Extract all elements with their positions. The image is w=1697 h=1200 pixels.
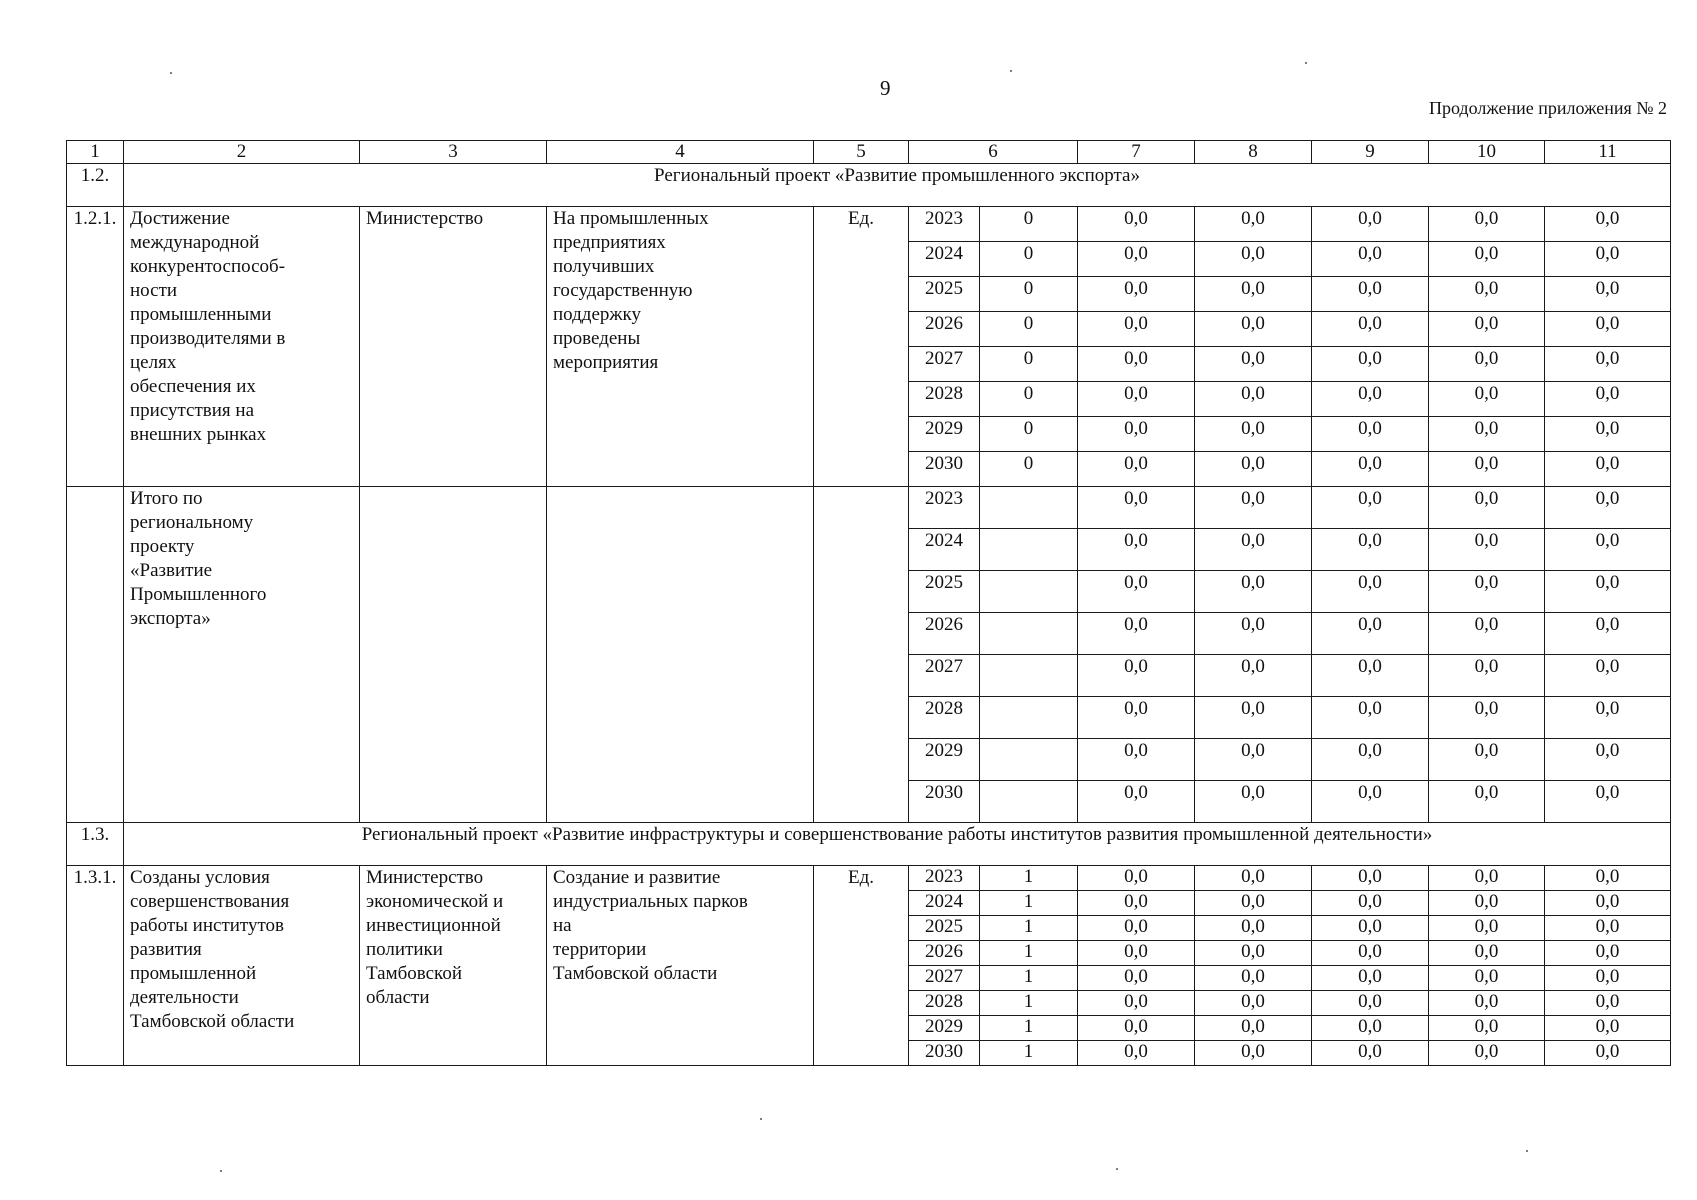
- value-cell-c7: 0,0: [1078, 739, 1195, 781]
- value-cell-c6: 0: [980, 242, 1078, 277]
- value-cell-c9: 0,0: [1312, 382, 1429, 417]
- value-cell-c6: [980, 655, 1078, 697]
- column-number: 4: [547, 141, 814, 164]
- value-cell-c7: 0,0: [1078, 529, 1195, 571]
- value-cell-c9: 0,0: [1312, 891, 1429, 916]
- value-cell-c6: 0: [980, 277, 1078, 312]
- value-cell-c7: 0,0: [1078, 242, 1195, 277]
- item-name: Достижение международной конкурентоспособ- ности промышленными производителями в целях обеспечения их присутствия на внешних рынках: [124, 207, 360, 487]
- value-cell-c7: 0,0: [1078, 312, 1195, 347]
- value-cell-c11: 0,0: [1545, 529, 1671, 571]
- continuation-label: Продолжение приложения № 2: [1428, 98, 1667, 118]
- value-cell-c11: 0,0: [1545, 739, 1671, 781]
- year-cell: 2026: [909, 941, 980, 966]
- value-cell-c9: 0,0: [1312, 277, 1429, 312]
- year-cell: 2024: [909, 529, 980, 571]
- responsible-executor: Министерство: [360, 207, 547, 487]
- value-cell-c10: 0,0: [1429, 417, 1545, 452]
- value-cell-c7: 0,0: [1078, 417, 1195, 452]
- year-cell: 2030: [909, 781, 980, 823]
- year-cell: 2030: [909, 452, 980, 487]
- column-number: 2: [124, 141, 360, 164]
- value-cell-c10: 0,0: [1429, 382, 1545, 417]
- value-cell-c11: 0,0: [1545, 941, 1671, 966]
- column-number: 3: [360, 141, 547, 164]
- value-cell-c10: 0,0: [1429, 487, 1545, 529]
- value-cell-c9: 0,0: [1312, 697, 1429, 739]
- year-row: [67, 487, 1671, 529]
- value-cell-c9: 0,0: [1312, 347, 1429, 382]
- value-cell-c8: 0,0: [1195, 242, 1312, 277]
- value-cell-c8: 0,0: [1195, 866, 1312, 891]
- value-cell-c10: 0,0: [1429, 866, 1545, 891]
- value-cell-c10: 0,0: [1429, 697, 1545, 739]
- value-cell-c6: 0: [980, 452, 1078, 487]
- year-cell: 2029: [909, 1016, 980, 1041]
- value-cell-c10: 0,0: [1429, 781, 1545, 823]
- value-cell-c7: 0,0: [1078, 866, 1195, 891]
- value-cell-c10: 0,0: [1429, 571, 1545, 613]
- year-cell: 2027: [909, 966, 980, 991]
- value-cell-c6: [980, 697, 1078, 739]
- value-cell-c9: 0,0: [1312, 781, 1429, 823]
- value-cell-c10: 0,0: [1429, 312, 1545, 347]
- year-cell: 2023: [909, 487, 980, 529]
- year-cell: 2029: [909, 417, 980, 452]
- value-cell-c9: 0,0: [1312, 613, 1429, 655]
- value-cell-c11: 0,0: [1545, 1016, 1671, 1041]
- value-cell-c8: 0,0: [1195, 207, 1312, 242]
- value-cell-c10: 0,0: [1429, 452, 1545, 487]
- unit-of-measure: Ед.: [814, 866, 909, 1066]
- item-number: [67, 487, 124, 823]
- value-cell-c8: 0,0: [1195, 312, 1312, 347]
- value-cell-c6: [980, 613, 1078, 655]
- column-number: 11: [1545, 141, 1671, 164]
- value-cell-c8: 0,0: [1195, 655, 1312, 697]
- item-name: Созданы условия совершенствования работы институтов развития промышленной деятельности Тамбовской области: [124, 866, 360, 1066]
- value-cell-c10: 0,0: [1429, 347, 1545, 382]
- value-cell-c7: 0,0: [1078, 347, 1195, 382]
- value-cell-c7: 0,0: [1078, 941, 1195, 966]
- value-cell-c8: 0,0: [1195, 966, 1312, 991]
- value-cell-c8: 0,0: [1195, 417, 1312, 452]
- value-cell-c11: 0,0: [1545, 916, 1671, 941]
- year-row: [67, 207, 1671, 242]
- expected-result: Создание и развитие индустриальных парков на территории Тамбовской области: [547, 866, 814, 1066]
- value-cell-c9: 0,0: [1312, 487, 1429, 529]
- value-cell-c8: 0,0: [1195, 613, 1312, 655]
- value-cell-c6: [980, 487, 1078, 529]
- value-cell-c9: 0,0: [1312, 991, 1429, 1016]
- responsible-executor: [360, 487, 547, 823]
- value-cell-c6: [980, 529, 1078, 571]
- value-cell-c10: 0,0: [1429, 891, 1545, 916]
- value-cell-c7: 0,0: [1078, 613, 1195, 655]
- value-cell-c11: 0,0: [1545, 891, 1671, 916]
- scan-speck: [220, 1170, 222, 1172]
- value-cell-c10: 0,0: [1429, 613, 1545, 655]
- year-cell: 2028: [909, 697, 980, 739]
- value-cell-c9: 0,0: [1312, 739, 1429, 781]
- year-cell: 2024: [909, 891, 980, 916]
- value-cell-c6: 1: [980, 941, 1078, 966]
- scan-speck: [1116, 1168, 1118, 1170]
- value-cell-c6: 1: [980, 1041, 1078, 1066]
- value-cell-c9: 0,0: [1312, 242, 1429, 277]
- value-cell-c8: 0,0: [1195, 382, 1312, 417]
- value-cell-c8: 0,0: [1195, 347, 1312, 382]
- scan-speck: [1526, 1150, 1528, 1152]
- expected-result: [547, 487, 814, 823]
- value-cell-c6: 0: [980, 382, 1078, 417]
- value-cell-c9: 0,0: [1312, 966, 1429, 991]
- value-cell-c11: 0,0: [1545, 966, 1671, 991]
- value-cell-c8: 0,0: [1195, 941, 1312, 966]
- year-cell: 2023: [909, 207, 980, 242]
- value-cell-c6: 1: [980, 1016, 1078, 1041]
- value-cell-c7: 0,0: [1078, 891, 1195, 916]
- value-cell-c11: 0,0: [1545, 277, 1671, 312]
- value-cell-c8: 0,0: [1195, 1016, 1312, 1041]
- value-cell-c10: 0,0: [1429, 739, 1545, 781]
- value-cell-c7: 0,0: [1078, 655, 1195, 697]
- value-cell-c10: 0,0: [1429, 242, 1545, 277]
- column-number-row: [67, 141, 1671, 164]
- value-cell-c11: 0,0: [1545, 655, 1671, 697]
- value-cell-c6: 1: [980, 866, 1078, 891]
- value-cell-c6: 0: [980, 417, 1078, 452]
- value-cell-c8: 0,0: [1195, 781, 1312, 823]
- value-cell-c11: 0,0: [1545, 242, 1671, 277]
- value-cell-c11: 0,0: [1545, 613, 1671, 655]
- column-number: 8: [1195, 141, 1312, 164]
- year-cell: 2027: [909, 347, 980, 382]
- appendix-table: [66, 140, 1671, 1066]
- year-cell: 2025: [909, 277, 980, 312]
- year-cell: 2024: [909, 242, 980, 277]
- expected-result: На промышленных предприятиях получивших государственную поддержку проведены мероприятия: [547, 207, 814, 487]
- year-cell: 2023: [909, 866, 980, 891]
- value-cell-c9: 0,0: [1312, 529, 1429, 571]
- value-cell-c8: 0,0: [1195, 991, 1312, 1016]
- value-cell-c6: 1: [980, 991, 1078, 1016]
- page-number: 9: [880, 76, 891, 100]
- value-cell-c10: 0,0: [1429, 1016, 1545, 1041]
- value-cell-c6: 0: [980, 312, 1078, 347]
- value-cell-c11: 0,0: [1545, 697, 1671, 739]
- value-cell-c9: 0,0: [1312, 452, 1429, 487]
- value-cell-c8: 0,0: [1195, 452, 1312, 487]
- value-cell-c11: 0,0: [1545, 487, 1671, 529]
- value-cell-c9: 0,0: [1312, 1016, 1429, 1041]
- value-cell-c9: 0,0: [1312, 417, 1429, 452]
- value-cell-c6: [980, 739, 1078, 781]
- value-cell-c7: 0,0: [1078, 781, 1195, 823]
- section-number: 1.2.: [67, 164, 124, 207]
- section-number: 1.3.: [67, 823, 124, 866]
- value-cell-c8: 0,0: [1195, 529, 1312, 571]
- value-cell-c9: 0,0: [1312, 941, 1429, 966]
- scan-speck: [1305, 62, 1307, 64]
- value-cell-c11: 0,0: [1545, 1041, 1671, 1066]
- value-cell-c7: 0,0: [1078, 1041, 1195, 1066]
- column-number: 1: [67, 141, 124, 164]
- value-cell-c9: 0,0: [1312, 207, 1429, 242]
- value-cell-c10: 0,0: [1429, 941, 1545, 966]
- year-cell: 2026: [909, 312, 980, 347]
- item-name: Итого по региональному проекту «Развитие Промышленного экспорта»: [124, 487, 360, 823]
- value-cell-c9: 0,0: [1312, 1041, 1429, 1066]
- year-cell: 2030: [909, 1041, 980, 1066]
- value-cell-c9: 0,0: [1312, 312, 1429, 347]
- value-cell-c11: 0,0: [1545, 382, 1671, 417]
- value-cell-c8: 0,0: [1195, 916, 1312, 941]
- value-cell-c11: 0,0: [1545, 571, 1671, 613]
- value-cell-c9: 0,0: [1312, 655, 1429, 697]
- value-cell-c10: 0,0: [1429, 277, 1545, 312]
- section-row-1-3: [67, 823, 1671, 866]
- value-cell-c7: 0,0: [1078, 991, 1195, 1016]
- year-cell: 2025: [909, 916, 980, 941]
- value-cell-c7: 0,0: [1078, 277, 1195, 312]
- item-number: 1.3.1.: [67, 866, 124, 1066]
- value-cell-c6: 1: [980, 966, 1078, 991]
- value-cell-c7: 0,0: [1078, 916, 1195, 941]
- value-cell-c10: 0,0: [1429, 529, 1545, 571]
- year-row: [67, 866, 1671, 891]
- year-cell: 2029: [909, 739, 980, 781]
- year-cell: 2028: [909, 382, 980, 417]
- value-cell-c11: 0,0: [1545, 207, 1671, 242]
- value-cell-c11: 0,0: [1545, 312, 1671, 347]
- value-cell-c7: 0,0: [1078, 697, 1195, 739]
- value-cell-c7: 0,0: [1078, 382, 1195, 417]
- scan-speck: [1010, 70, 1012, 72]
- responsible-executor: Министерство экономической и инвестиционной политики Тамбовской области: [360, 866, 547, 1066]
- value-cell-c11: 0,0: [1545, 991, 1671, 1016]
- unit-of-measure: [814, 487, 909, 823]
- section-row-1-2: [67, 164, 1671, 207]
- column-number: 6: [909, 141, 1078, 164]
- value-cell-c9: 0,0: [1312, 916, 1429, 941]
- value-cell-c10: 0,0: [1429, 655, 1545, 697]
- column-number: 10: [1429, 141, 1545, 164]
- value-cell-c7: 0,0: [1078, 207, 1195, 242]
- column-number: 5: [814, 141, 909, 164]
- value-cell-c10: 0,0: [1429, 1041, 1545, 1066]
- value-cell-c11: 0,0: [1545, 452, 1671, 487]
- year-cell: 2025: [909, 571, 980, 613]
- value-cell-c11: 0,0: [1545, 347, 1671, 382]
- value-cell-c8: 0,0: [1195, 571, 1312, 613]
- value-cell-c7: 0,0: [1078, 571, 1195, 613]
- section-title: Региональный проект «Развитие инфраструктуры и совершенствование работы институтов развития промышленной деятельности»: [124, 823, 1671, 866]
- value-cell-c6: [980, 781, 1078, 823]
- value-cell-c10: 0,0: [1429, 966, 1545, 991]
- item-number: 1.2.1.: [67, 207, 124, 487]
- value-cell-c11: 0,0: [1545, 866, 1671, 891]
- value-cell-c8: 0,0: [1195, 1041, 1312, 1066]
- value-cell-c6: [980, 571, 1078, 613]
- value-cell-c6: 1: [980, 916, 1078, 941]
- section-title: Региональный проект «Развитие промышленного экспорта»: [124, 164, 1671, 207]
- value-cell-c8: 0,0: [1195, 739, 1312, 781]
- unit-of-measure: Ед.: [814, 207, 909, 487]
- value-cell-c10: 0,0: [1429, 916, 1545, 941]
- value-cell-c7: 0,0: [1078, 966, 1195, 991]
- value-cell-c9: 0,0: [1312, 866, 1429, 891]
- column-number: 9: [1312, 141, 1429, 164]
- value-cell-c9: 0,0: [1312, 571, 1429, 613]
- value-cell-c6: 0: [980, 207, 1078, 242]
- value-cell-c11: 0,0: [1545, 417, 1671, 452]
- value-cell-c8: 0,0: [1195, 277, 1312, 312]
- scan-speck: [170, 72, 172, 74]
- value-cell-c7: 0,0: [1078, 452, 1195, 487]
- value-cell-c11: 0,0: [1545, 781, 1671, 823]
- year-cell: 2026: [909, 613, 980, 655]
- value-cell-c8: 0,0: [1195, 891, 1312, 916]
- value-cell-c10: 0,0: [1429, 207, 1545, 242]
- year-cell: 2027: [909, 655, 980, 697]
- value-cell-c7: 0,0: [1078, 1016, 1195, 1041]
- value-cell-c7: 0,0: [1078, 487, 1195, 529]
- value-cell-c6: 1: [980, 891, 1078, 916]
- scan-speck: [760, 1118, 762, 1120]
- year-cell: 2028: [909, 991, 980, 1016]
- value-cell-c8: 0,0: [1195, 487, 1312, 529]
- value-cell-c10: 0,0: [1429, 991, 1545, 1016]
- value-cell-c8: 0,0: [1195, 697, 1312, 739]
- column-number: 7: [1078, 141, 1195, 164]
- value-cell-c6: 0: [980, 347, 1078, 382]
